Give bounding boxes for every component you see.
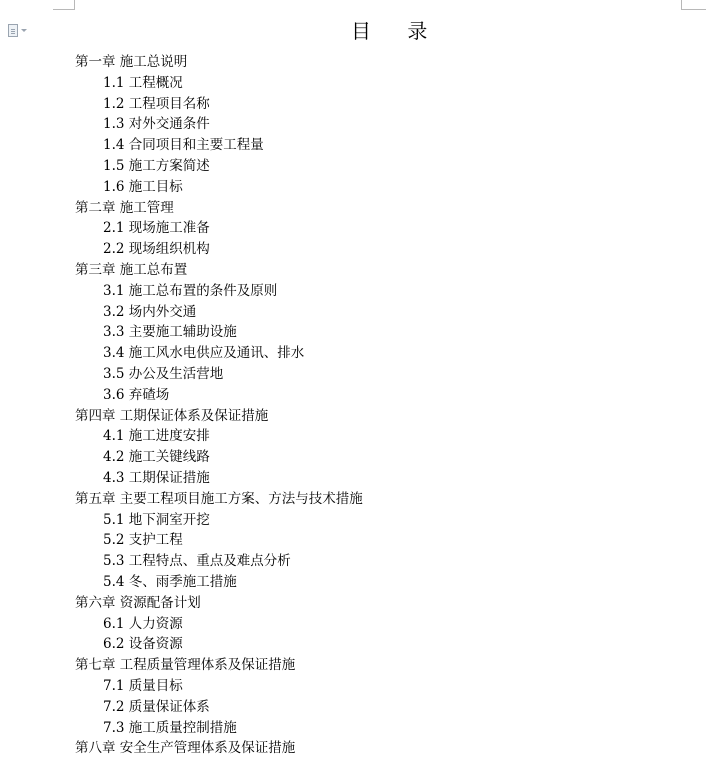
toc-section-entry[interactable]: 6.2 设备资源: [103, 636, 183, 653]
toc-chapter-entry[interactable]: 第一章 施工总说明: [75, 54, 188, 70]
chevron-down-icon: [21, 29, 27, 32]
toc-section-entry[interactable]: 5.4 冬、雨季施工措施: [103, 573, 237, 590]
toc-section-entry[interactable]: 1.3 对外交通条件: [103, 116, 210, 133]
toc-section-entry[interactable]: 3.1 施工总布置的条件及原则: [103, 282, 278, 299]
toc-section-entry[interactable]: 1.6 施工目标: [103, 178, 183, 195]
toc-chapter-entry[interactable]: 第八章 安全生产管理体系及保证措施: [75, 740, 296, 757]
toc-section-entry[interactable]: 1.5 施工方案简述: [103, 157, 210, 174]
toc-section-entry[interactable]: 4.1 施工进度安排: [103, 428, 210, 445]
toc-chapter-entry[interactable]: 第五章 主要工程项目施工方案、方法与技术措施: [75, 490, 363, 507]
toc-chapter-entry[interactable]: 第二章 施工管理: [75, 199, 174, 216]
toc-section-entry[interactable]: 7.2 质量保证体系: [103, 698, 210, 715]
crop-mark-top-left: [53, 0, 75, 10]
table-of-contents: [75, 52, 695, 759]
toc-section-entry[interactable]: 7.3 施工质量控制措施: [103, 719, 237, 736]
toc-section-entry[interactable]: 1.2 工程项目名称: [103, 95, 210, 112]
toc-section-entry[interactable]: 3.2 场内外交通: [103, 303, 197, 320]
toc-chapter-entry[interactable]: 第三章 施工总布置: [75, 261, 188, 278]
document-menu-button[interactable]: [8, 22, 27, 38]
toc-section-entry[interactable]: 1.4 合同项目和主要工程量: [103, 137, 264, 154]
toc-section-entry[interactable]: 5.3 工程特点、重点及难点分析: [103, 553, 291, 570]
document-icon: [8, 24, 18, 37]
toc-section-entry[interactable]: 3.5 办公及生活营地: [103, 365, 224, 382]
toc-section-entry[interactable]: 2.2 现场组织机构: [103, 241, 210, 258]
toc-section-entry[interactable]: 4.2 施工关键线路: [103, 449, 210, 466]
toc-section-entry[interactable]: 4.3 工期保证措施: [103, 469, 210, 486]
toc-section-entry[interactable]: 3.4 施工风水电供应及通讯、排水: [103, 345, 305, 362]
toc-section-entry[interactable]: 5.2 支护工程: [103, 532, 183, 549]
page-title: 目 录: [351, 19, 443, 43]
toc-chapter-entry[interactable]: 第六章 资源配备计划: [75, 594, 201, 611]
toc-section-entry[interactable]: 3.3 主要施工辅助设施: [103, 324, 237, 341]
toc-chapter-entry[interactable]: 第四章 工期保证体系及保证措施: [75, 407, 269, 424]
toc-section-entry[interactable]: 2.1 现场施工准备: [103, 220, 210, 237]
toc-section-entry[interactable]: 5.1 地下洞室开挖: [103, 511, 210, 528]
crop-mark-top-right: [681, 0, 706, 10]
toc-section-entry[interactable]: 1.1 工程概况: [103, 74, 183, 91]
toc-chapter-entry[interactable]: 第七章 工程质量管理体系及保证措施: [75, 657, 296, 674]
toc-section-entry[interactable]: 6.1 人力资源: [103, 615, 183, 632]
toc-section-entry[interactable]: 3.6 弃碴场: [103, 386, 170, 403]
toc-section-entry[interactable]: 7.1 质量目标: [103, 677, 183, 694]
